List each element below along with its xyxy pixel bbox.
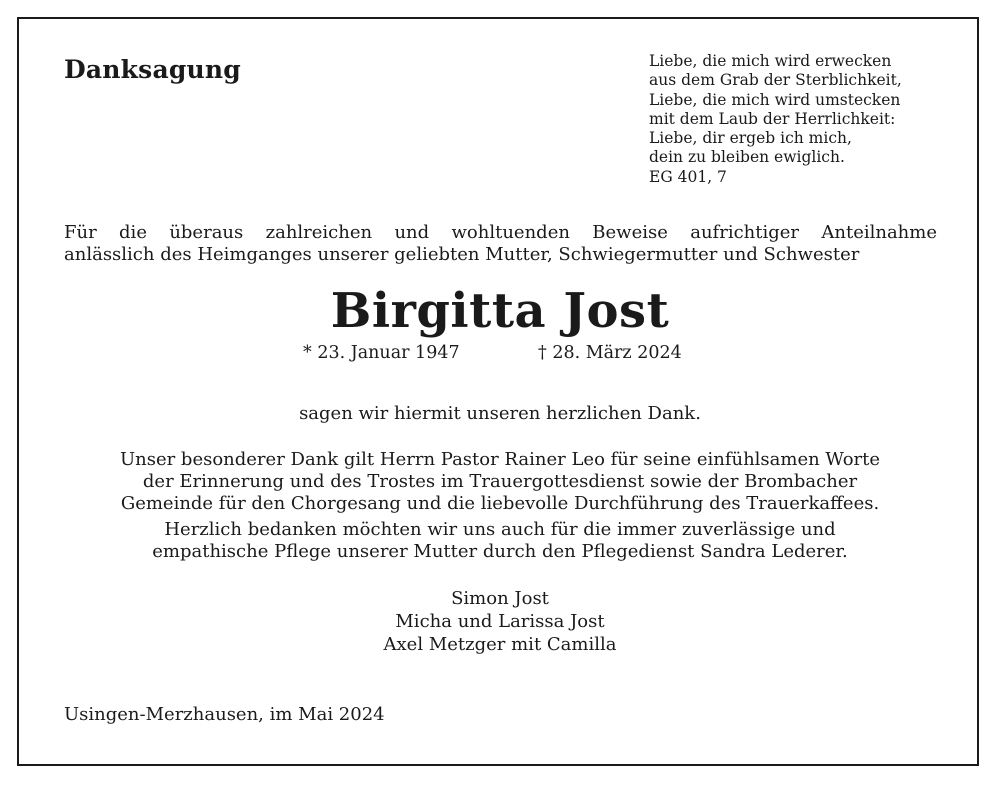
- thanks-line: sagen wir hiermit unseren herzlichen Dank.: [299, 403, 701, 424]
- place-date: Usingen-Merzhausen, im Mai 2024: [64, 704, 385, 725]
- birth-date: * 23. Januar 1947: [303, 343, 460, 363]
- paragraph-line: Herzlich bedanken möchten wir uns auch für die immer zuverlässige und: [164, 519, 836, 540]
- signer: Axel Metzger mit Camilla: [383, 634, 617, 655]
- paragraph-line: Gemeinde für den Chorgesang und die liebevolle Durchführung des Trauerkaffees.: [120, 493, 880, 514]
- intro-line: anlässlich des Heimganges unserer geliebten Mutter, Schwiegermutter und Schwester: [64, 244, 860, 265]
- verse-line: mit dem Laub der Herrlichkeit:: [649, 109, 896, 128]
- death-date: † 28. März 2024: [538, 343, 682, 363]
- signer: Simon Jost: [451, 588, 549, 609]
- verse-line: Liebe, die mich wird erwecken: [649, 52, 892, 70]
- paragraph-line: Unser besonderer Dank gilt Herrn Pastor Rainer Leo für seine einfühlsamen Worte: [119, 449, 881, 470]
- deceased-name: Birgitta Jost: [330, 283, 670, 339]
- verse-line: Liebe, dir ergeb ich mich,: [649, 129, 852, 148]
- verse-line: aus dem Grab der Sterblichkeit,: [649, 71, 902, 90]
- intro-paragraph: [64, 222, 937, 266]
- care-thanks-paragraph: [0, 519, 1000, 563]
- signers-list: [0, 587, 1000, 656]
- special-thanks-paragraph: [0, 449, 1000, 515]
- hymn-verse: [649, 52, 902, 187]
- verse-line: Liebe, die mich wird umstecken: [649, 90, 901, 109]
- verse-source: EG 401, 7: [649, 167, 727, 186]
- verse-line: dein zu bleiben ewiglich.: [649, 148, 845, 167]
- paragraph-line: empathische Pflege unserer Mutter durch den Pflegedienst Sandra Lederer.: [152, 541, 848, 562]
- paragraph-line: der Erinnerung und des Trostes im Trauergottesdienst sowie der Brombacher: [142, 471, 858, 492]
- intro-line: Für die überaus zahlreichen und wohltuenden Beweise aufrichtiger Anteilnahme: [64, 222, 937, 243]
- notice-heading: Danksagung: [64, 55, 241, 84]
- signer: Micha und Larissa Jost: [395, 611, 605, 632]
